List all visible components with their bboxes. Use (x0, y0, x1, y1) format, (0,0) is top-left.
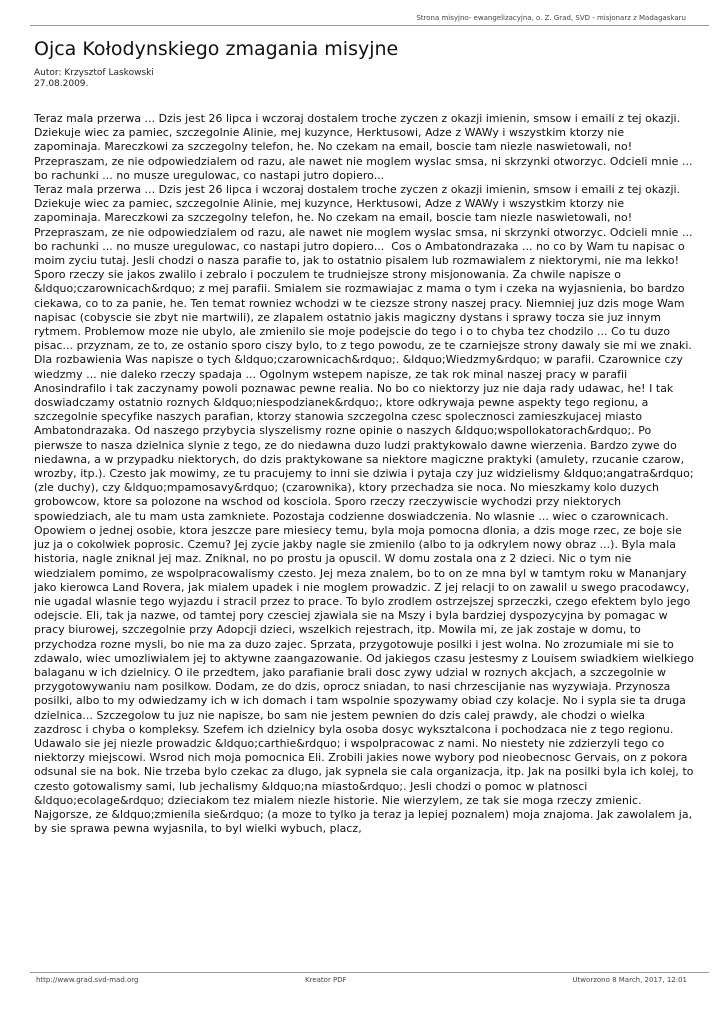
footer-generator: Kreator PDF (305, 976, 347, 984)
page-footer (30, 972, 709, 984)
page-header-text: Strona misyjno- ewangelizacyjna, o. Z. Grad, SVD - misjonarz z Madagaskaru (416, 14, 686, 22)
article-title: Ojca Kołodynskiego zmagania misyjne (34, 38, 399, 60)
footer-created: Utworzono 8 March, 2017, 12:01 (572, 976, 687, 984)
page-header (30, 14, 709, 26)
article-body: Teraz mala przerwa ... Dzis jest 26 lipca i wczoraj dostalem troche zyczen z okazji imienin, smsow i emaili z tej okazji. Dziekuje wiec za pamiec, szczegolnie Alinie, mej kuzynce, Herktusowi, Adze z WAWy i wszystkim ktorzy nie zapominaja. Mareczkowi za szczegolny telefon, he. No czekam na email, boscie tam niezle naswietowali, no! Przepraszam, ze nie odpowiedzialem od razu, ale nawet nie moglem wyslac smsa, ni skrzynki otworzyc. Odcieli mnie ... bo rachunki ... no musze uregulowac, co nastapi jutro dopiero... Teraz mala przerwa ... Dzis jest 26 lipca i wczoraj dostalem troche zyczen z okazji imienin, smsow i emaili z tej okazji. Dziekuje wiec za pamiec, szczegolnie Alinie, mej kuzynce, Herktusowi, Adze z WAWy i wszystkim ktorzy nie zapominaja. Mareczkowi za szczegolny telefon, he. No czekam na email, boscie tam niezle naswietowali, no! Przepraszam, ze nie odpowiedzialem od razu, ale nawet nie moglem wyslac smsa, ni skrzynki otworzyc. Odcieli mnie ... bo rachunki ... no musze uregulowac, co nastapi jutro dopiero... Cos o Ambatondrazaka ... no co by Wam tu napisac o moim zyciu tutaj. Jesli chodzi o nasza parafie to, jak to ostatnio pisalem lub rozmawialem z niektorymi, nie ma lekko! Sporo rzeczy sie jakos zwalilo i zebralo i poczulem te trudniejsze strony misjonowania. Za chwile napisze o &ldquo;czarownicach&rdquo; z mej parafii. Smialem sie rozmawiajac z mama o tym i czeka na wyjasnienia, bo bardzo ciekawa, co to za panie, he. Ten temat rowniez wchodzi w te ciezsze strony naszej pracy. Niemniej juz dzis moge Wam napisac (cobyscie sie zbyt nie martwili), ze zlapalem ostatnio jakis magiczny dystans i sprawy tocza sie juz innym rytmem. Problemow moze nie ubylo, ale zmienilo sie moje podejscie do tego i o to chyba tez chodzilo ... Co tu duzo pisac... przyznam, ze to, ze ostanio sporo ciszy bylo, to z tego powodu, ze te czarniejsze strony dawaly sie mi we znaki. Dla rozbawienia Was napisze o tych &ldquo;czarownicach&rdquo;. &ldquo;Wiedzmy&rdquo; w parafii. Czarownice czy wiedzmy ... nie daleko rzeczy spadaja ... Ogolnym wstepem napisze, ze tak rok minal naszej pracy w parafii Anosindrafilo i tak zaczynamy powoli poznawac pewne realia. No bo co niektorzy juz nie daja rady udawac, he! I tak doswiadczamy ostatnio roznych &ldquo;niespodzianek&rdquo;, ktore odkrywaja pewne aspekty tego regionu, a szczegolnie specyfike naszych parafian, ktorzy stanowia szczegolna czesc spolecznosci zamieszkujacej miasto Ambatondrazaka. Od naszego przybycia slyszelismy rozne opinie o naszych &ldquo;wspollokatorach&rdquo;. Po pierwsze to nasza dzielnica slynie z tego, ze do niedawna duzo ludzi praktykowalo dawne wierzenia. Bardzo zywe do niedawna, a w przypadku niektorych, do dzis praktykowane sa niektore magiczne praktyki (amulety, rzucanie czarow, wrozby, itp.). Czesto jak mowimy, ze tu pracujemy to inni sie dziwia i pytaja czy juz widzielismy &ldquo;angatra&rdquo; (zle duchy), czy &ldquo;mpamosavy&rdquo; (czarownika), ktory przechadza sie noca. No mieszkamy kolo duzych grobowcow, ktore sa polozone na wschod od kosciola. Sporo rzeczy rzeczywiscie wychodzi przy niektorych spowiedziach, ale tu mam usta zamkniete. Pozostaja codzienne doswiadczenia. No wlasnie ... wiec o czarownicach. Opowiem o jednej osobie, ktora jeszcze pare miesiecy temu, byla moja pomocna dlonia, a dzis moge rzec, ze boje sie juz ja o cokolwiek poprosic. Czemu? Jej zycie jakby nagle sie zmienilo (albo to ja odkrylem nowy obraz ...). Byla mala historia, nagle zniknal jej maz. Zniknal, no po prostu ja opuscil. W domu zostala ona z 2 dzieci. Nic o tym nie wiedzialem pomimo, ze wspolpracowalismy czesto. Jej meza znalem, bo to on ze mna byl w tamtym roku w Mananjary jako kierowca Land Rovera, jak mialem upadek i nie moglem prowadzic. Z jej relacji to on zawalil u swego pracodawcy, nie ugadal wlasnie tego wyjazdu i stracil przez to prace. To bylo zrodlem ostrzejszej sprzeczki, czego efektem bylo jego odejscie. Eli, tak ja nazwe, od tamtej pory czesciej zjawiala sie na Mszy i byla bardziej dyspozycyjna by pomagac w pracy biurowej, szczegolnie przy Adopcji dzieci, wszelkich rejestrach, itp. Mowila mi, ze jak zostaje w domu, to przychodza rozne mysli, bo nie ma za duzo zajec. Sprzata, przygotowuje posilki i jest wolna. No zrozumiale mi sie to zdawalo, wiec umozliwialem jej to aktywne zaangazowanie. Od jakiegos czasu jestesmy z Louisem swiadkiem wielkiego balaganu w ich dzielnicy. O ile przedtem, jako parafianie brali dosc zywy udzial w roznych akcjach, a szczegolnie w przygotowywaniu nam posilkow. Dodam, ze do dzis, oprocz sniadan, to nasi chrzescijanie nas wyzywiaja. Przynosza posilki, albo to my odwiedzamy ich w ich domach i tam wspolnie spozywamy obiad czy kolacje. No i sypla sie ta druga dzielnica... Szczegolow tu juz nie napisze, bo sam nie jestem pewnien do dzis calej prawdy, ale chodzi o wielka zazdrosc i chyba o kompleksy. Szefem ich dzielnicy byla osoba dosyc wyksztalcona i pochodzaca nie z tego regionu. Udawalo sie jej niezle prowadzic &ldquo;carthie&rdquo; i wspolpracowac z nami. No niestety nie zdzierzyli tego co niektorzy miejscowi. Wsrod nich moja pomocnica Eli. Zrobili jakies nowe wybory pod nieobecnosc Gervais, on z pokora odsunal sie na bok. Nie trzeba bylo czekac za dlugo, jak sypnela sie cala organizacja, itp. Jak na posilki byla ich kolej, to czesto gotowalismy sami, lub jechalismy &ldquo;na miasto&rdquo;. Jesli chodzi o pomoc w platnosci &ldquo;ecolage&rdquo; dzieciakom tez mialem niezle historie. Nie wierzylem, ze tak sie moga rzeczy zmienic. Najgorsze, ze &ldquo;zmienila sie&rdquo; (a moze to tylko ja teraz ja lepiej poznalem) moja znajoma. Jak zawolalem ja, by sie sprawa pewna wyjasnila, to byl wielki wybuch, placz, (34, 112, 694, 836)
footer-url[interactable]: http://www.grad.svd-mad.org (36, 976, 139, 984)
article-date: 27.08.2009. (34, 79, 89, 89)
author-line: Autor: Krzysztof Laskowski (34, 68, 154, 78)
article-meta (34, 68, 154, 90)
